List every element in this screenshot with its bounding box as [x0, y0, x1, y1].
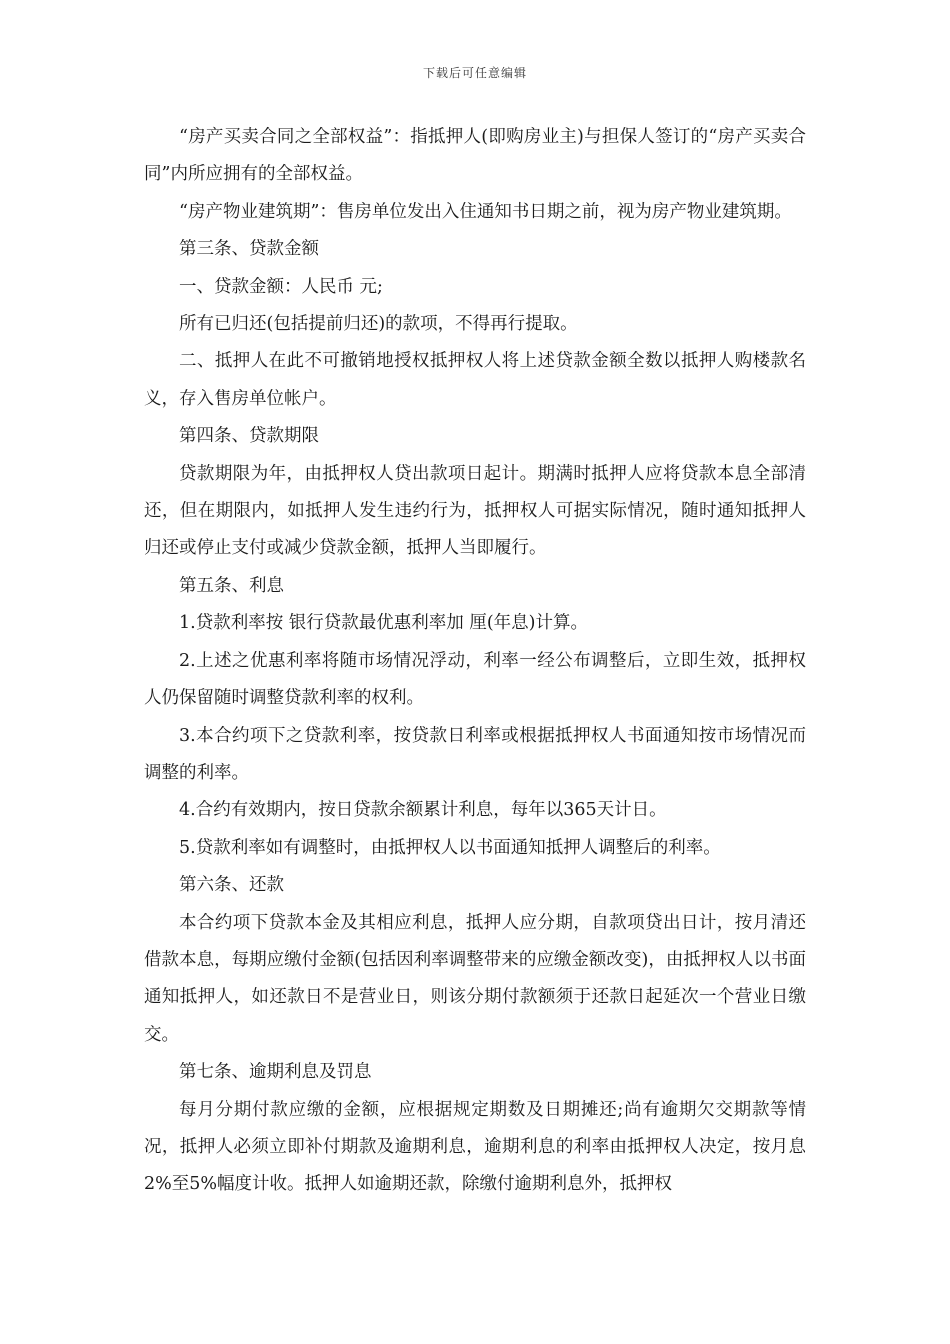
paragraph-no-redraw: 所有已归还(包括提前归还)的款项，不得再行提取。 [179, 314, 578, 335]
page-header-note: 下载后可任意编辑 [422, 66, 527, 80]
section-heading-loan-amount: 第三条、贷款金额 [179, 239, 319, 260]
section-heading-interest: 第五条、利息 [179, 575, 284, 596]
section-heading-loan-term: 第四条、贷款期限 [179, 426, 319, 447]
paragraph-interest-rate-3: 3.本合约项下之贷款利率，按贷款日利率或根据抵押权人书面通知按市场情况而调整的利率。 [144, 725, 806, 783]
paragraph-interest-rate-4: 4.合约有效期内，按日贷款余额累计利息，每年以365天计日。 [179, 800, 667, 821]
paragraph-interest-rate-5: 5.贷款利率如有调整时，由抵押权人以书面通知抵押人调整后的利率。 [179, 837, 721, 858]
paragraph-interest-rate-2: 2.上述之优惠利率将随市场情况浮动，利率一经公布调整后，立即生效，抵押权人仍保留随时调整贷款利率的权利。 [144, 650, 806, 709]
paragraph-definition-construction-period: “房产物业建筑期”：售房单位发出入住通知书日期之前，视为房产物业建筑期。 [179, 201, 792, 222]
section-heading-repayment: 第六条、还款 [179, 875, 284, 896]
paragraph-authorization-deposit: 二、抵押人在此不可撤销地授权抵押权人将上述贷款金额全数以抵押人购楼款名义，存入售房单位帐户。 [144, 351, 806, 409]
paragraph-loan-amount: 一、贷款金额：人民币 元; [179, 276, 383, 297]
paragraph-repayment: 本合约项下贷款本金及其相应利息，抵押人应分期，自款项贷出日计，按月清还借款本息，每期应缴付金额(包括因利率调整带来的应缴金额改变)，由抵押权人以书面通知抵押人，如还款日不是营业日，则该分期付款额须于还款日起延次一个营业日缴交。 [144, 912, 806, 1045]
section-heading-overdue-interest: 第七条、逾期利息及罚息 [179, 1062, 372, 1083]
paragraph-overdue-interest: 每月分期付款应缴的金额，应根据规定期数及日期摊还;尚有逾期欠交期款等情况，抵押人必须立即补付期款及逾期利息，逾期利息的利率由抵押权人决定，按月息2%至5%幅度计收。抵押人如逾期还款，除缴付逾期利息外，抵押权 [144, 1099, 806, 1195]
document-body [144, 119, 806, 1204]
paragraph-definition-sale-contract-rights: “房产买卖合同之全部权益”：指抵押人(即购房业主)与担保人签订的“房产买卖合同”内所应拥有的全部权益。 [144, 127, 806, 185]
paragraph-interest-rate-1: 1.贷款利率按 银行贷款最优惠利率加 厘(年息)计算。 [179, 613, 588, 634]
paragraph-loan-term: 贷款期限为年，由抵押权人贷出款项日起计。期满时抵押人应将贷款本息全部清还，但在期限内，如抵押人发生违约行为，抵押权人可据实际情况，随时通知抵押人归还或停止支付或减少贷款金额，抵押人当即履行。 [144, 463, 806, 559]
